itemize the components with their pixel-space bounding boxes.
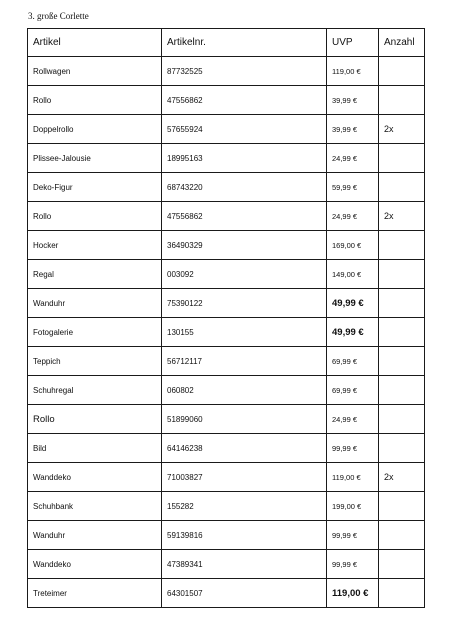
cell-anzahl: [379, 231, 425, 260]
cell-artikelnr: 003092: [162, 260, 327, 289]
cell-artikel: Teppich: [28, 347, 162, 376]
cell-uvp: 69,99 €: [327, 376, 379, 405]
cell-artikelnr: 59139816: [162, 521, 327, 550]
cell-artikelnr: 060802: [162, 376, 327, 405]
cell-artikel: Schuhbank: [28, 492, 162, 521]
cell-anzahl: [379, 347, 425, 376]
cell-uvp: 24,99 €: [327, 405, 379, 434]
cell-artikel: Wanduhr: [28, 521, 162, 550]
table-row: [28, 434, 425, 463]
table-row: [28, 318, 425, 347]
cell-artikelnr: 56712117: [162, 347, 327, 376]
section-heading: 3. große Corlette: [28, 11, 89, 21]
cell-uvp: 39,99 €: [327, 115, 379, 144]
table-row: [28, 492, 425, 521]
table-row: [28, 463, 425, 492]
cell-anzahl: 2x: [379, 463, 425, 492]
cell-artikel: Wanddeko: [28, 463, 162, 492]
cell-artikel: Fotogalerie: [28, 318, 162, 347]
cell-artikel: Rollo: [28, 405, 162, 434]
cell-anzahl: [379, 521, 425, 550]
cell-uvp: 99,99 €: [327, 434, 379, 463]
cell-artikelnr: 68743220: [162, 173, 327, 202]
cell-artikelnr: 18995163: [162, 144, 327, 173]
cell-uvp: 24,99 €: [327, 144, 379, 173]
table-row: [28, 115, 425, 144]
table-row: [28, 173, 425, 202]
cell-artikelnr: 75390122: [162, 289, 327, 318]
cell-artikel: Bild: [28, 434, 162, 463]
cell-uvp: 69,99 €: [327, 347, 379, 376]
table-row: [28, 231, 425, 260]
cell-anzahl: 2x: [379, 115, 425, 144]
cell-artikel: Doppelrollo: [28, 115, 162, 144]
cell-artikel: Plissee-Jalousie: [28, 144, 162, 173]
cell-uvp: 119,00 €: [327, 57, 379, 86]
cell-artikelnr: 47556862: [162, 202, 327, 231]
table-header-row: [28, 29, 425, 57]
cell-artikelnr: 47556862: [162, 86, 327, 115]
cell-anzahl: 2x: [379, 202, 425, 231]
cell-uvp: 99,99 €: [327, 521, 379, 550]
cell-artikelnr: 64301507: [162, 579, 327, 608]
column-header-artikelnr: Artikelnr.: [162, 29, 327, 57]
table-row: [28, 376, 425, 405]
cell-artikelnr: 36490329: [162, 231, 327, 260]
cell-artikel: Wanddeko: [28, 550, 162, 579]
cell-uvp: 39,99 €: [327, 86, 379, 115]
cell-anzahl: [379, 318, 425, 347]
table-row: [28, 260, 425, 289]
cell-uvp: 149,00 €: [327, 260, 379, 289]
cell-anzahl: [379, 144, 425, 173]
cell-artikelnr: 51899060: [162, 405, 327, 434]
cell-artikel: Regal: [28, 260, 162, 289]
table-row: [28, 579, 425, 608]
cell-artikel: Wanduhr: [28, 289, 162, 318]
column-header-artikel: Artikel: [28, 29, 162, 57]
column-header-uvp: UVP: [327, 29, 379, 57]
table-row: [28, 405, 425, 434]
cell-artikel: Deko-Figur: [28, 173, 162, 202]
cell-uvp: 49,99 €: [327, 318, 379, 347]
cell-uvp: 59,99 €: [327, 173, 379, 202]
cell-artikelnr: 57655924: [162, 115, 327, 144]
cell-artikel: Hocker: [28, 231, 162, 260]
cell-artikelnr: 130155: [162, 318, 327, 347]
cell-uvp: 199,00 €: [327, 492, 379, 521]
table-row: [28, 550, 425, 579]
cell-anzahl: [379, 86, 425, 115]
cell-anzahl: [379, 492, 425, 521]
cell-anzahl: [379, 289, 425, 318]
cell-artikelnr: 87732525: [162, 57, 327, 86]
cell-uvp: 49,99 €: [327, 289, 379, 318]
table-row: [28, 144, 425, 173]
cell-artikel: Schuhregal: [28, 376, 162, 405]
cell-anzahl: [379, 376, 425, 405]
cell-anzahl: [379, 434, 425, 463]
table-row: [28, 521, 425, 550]
table-row: [28, 347, 425, 376]
cell-artikel: Rollo: [28, 86, 162, 115]
cell-artikel: Rollo: [28, 202, 162, 231]
cell-uvp: 119,00 €: [327, 463, 379, 492]
cell-anzahl: [379, 579, 425, 608]
table-row: [28, 289, 425, 318]
cell-anzahl: [379, 173, 425, 202]
cell-uvp: 119,00 €: [327, 579, 379, 608]
cell-artikel: Rollwagen: [28, 57, 162, 86]
cell-artikelnr: 47389341: [162, 550, 327, 579]
cell-uvp: 99,99 €: [327, 550, 379, 579]
cell-anzahl: [379, 550, 425, 579]
cell-artikelnr: 71003827: [162, 463, 327, 492]
cell-uvp: 24,99 €: [327, 202, 379, 231]
cell-anzahl: [379, 57, 425, 86]
cell-anzahl: [379, 260, 425, 289]
table-row: [28, 202, 425, 231]
cell-anzahl: [379, 405, 425, 434]
cell-artikelnr: 155282: [162, 492, 327, 521]
article-table: [27, 28, 425, 608]
table-row: [28, 57, 425, 86]
column-header-anzahl: Anzahl: [379, 29, 425, 57]
cell-uvp: 169,00 €: [327, 231, 379, 260]
cell-artikel: Treteimer: [28, 579, 162, 608]
table-row: [28, 86, 425, 115]
cell-artikelnr: 64146238: [162, 434, 327, 463]
